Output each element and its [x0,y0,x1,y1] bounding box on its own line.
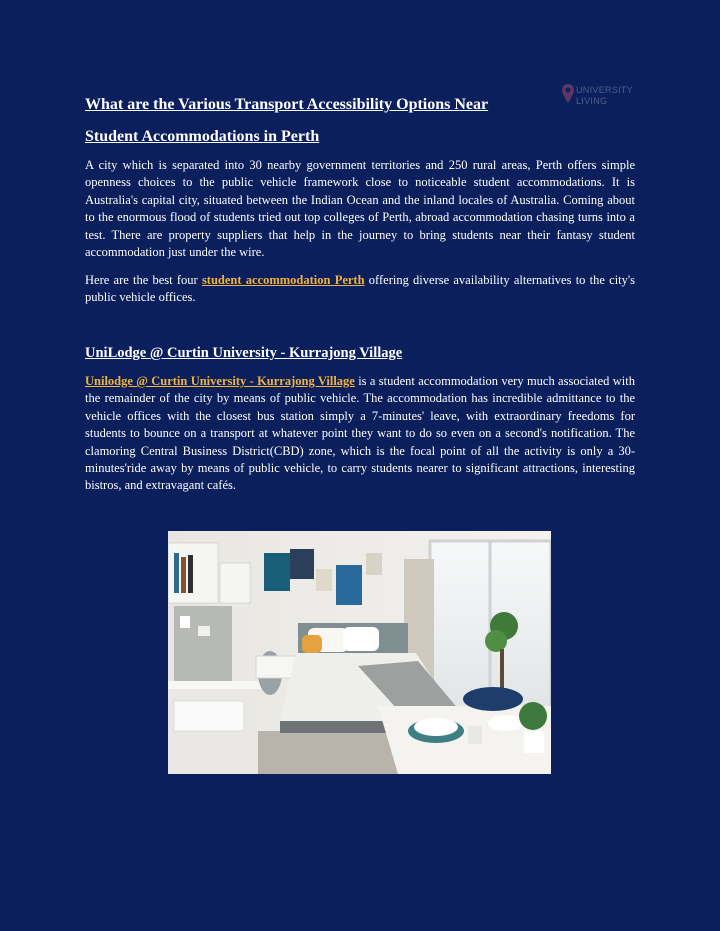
student-accommodation-perth-link[interactable]: student accommodation Perth [201,273,365,287]
best-four-paragraph [85,272,635,307]
logo-text-line1: UNIVERSITY [576,85,634,95]
best-text-before: Here are the best four [85,273,202,287]
section-title: UniLodge @ Curtin University - Kurrajong Village [85,345,403,361]
room-photo-illustration [168,531,551,774]
page-title-line2: Student Accommodations in Perth [85,128,320,145]
page-title-line1: What are the Various Transport Accessibility Options Near [85,96,489,113]
unilodge-link[interactable]: Unilodge @ Curtin University - Kurrajong Village [85,374,355,388]
logo-text-line2: LIVING [576,96,608,106]
unilodge-paragraph [85,373,635,495]
room-photo [168,531,551,774]
best-text-after: offering diverse availability alternatives to the city's public vehicle offices. [85,273,636,305]
intro-paragraph: A city which is separated into 30 nearby government territories and 250 rural areas, Perth offers simple openness choices to the public vehicle framework close to noticeable student accommodations. It is Australia's capital city, situated between the Indian Ocean and the inland locales of Australia. Coming about to the enormous flood of students tried out top colleges of Perth, abroad accommodation chasing turns into a test. There are property suppliers that help in the journey to bring students near their fantasy student accommodation just under the wire. [85,158,635,260]
unilodge-text: is a student accommodation very much associated with the remainder of the city by means of public vehicle. The accommodation has incredible admittance to the vehicle offices with the closest bus station simply a 7-minutes' leave, with extraordinary freedoms for students to bounce on a transport at whatever point they want to do so even on a second's notification. The clamoring Central Business District(CBD) zone, which is the focal point of all the activity is only a 30-minutes'ride away by means of public vehicle, to carry students nearer to significant attractions, interesting bistros, and extravagant cafés. [85,374,635,493]
